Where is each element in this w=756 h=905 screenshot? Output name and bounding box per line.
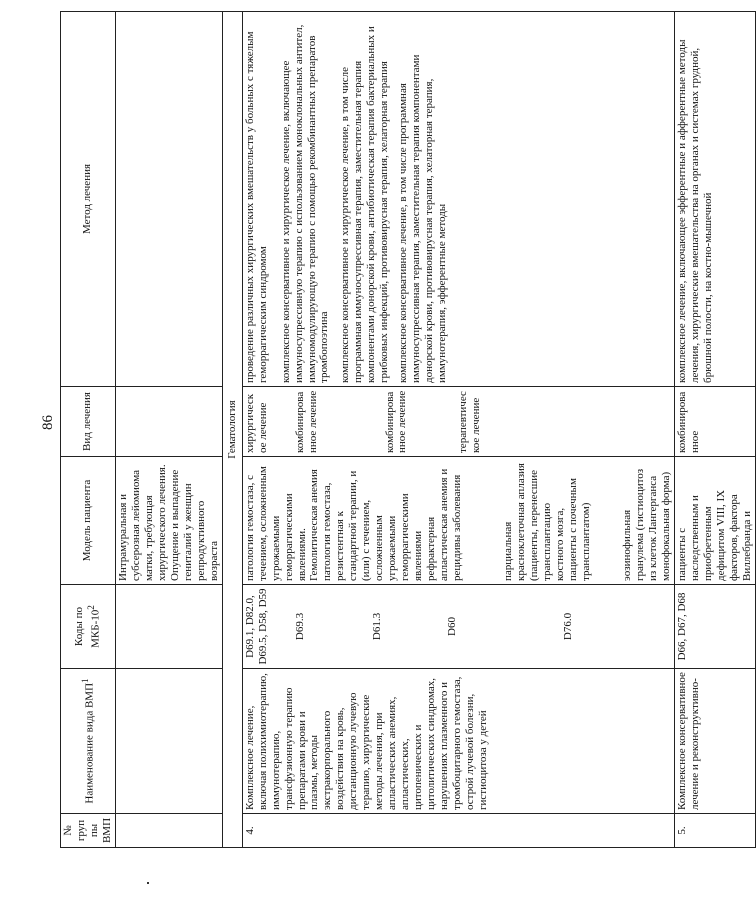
header-row	[61, 12, 116, 848]
icd-codes-4: D69.1, D82.0, D69.5, D58, D59 D69.3 D61.3 D60 D76.0	[242, 585, 674, 669]
treatment-methods-4: проведение различных хирургических вмешательств у больных с тяжелым геморрагическим синдромом комплексное консервативное и хирургическое лечение, включающее иммуносупрессивную терапию с использованием моноклональных антител, иммуномодулирующую терапию с помощью рекомбинантных препаратов тромбопоэтина комплексное консервативное и хирургическое лечение, в том числе программная иммуносупрессивная терапия, заместительная терапия компонентами донорской крови, антибиотическая терапия бактериальных и грибковых инфекций, противовирусная терапия, хелаторная терапия комплексное консервативное лечение, в том числе программная иммуносупрессивная терапия, заместительная терапия компонентами донорской крови, противовирусная терапия, хелаторная терапия, иммунотерапия, эфферентные методы	[242, 12, 674, 387]
table-row-group-5	[674, 12, 755, 848]
treatment-method-5: комплексное лечение, включающее эфферентные и афферентные методы лечения, хирургические вмешательства на органах и системах грудной, брюшной полости, на костно-мышечной	[674, 12, 755, 387]
header-treatment-method: Метод лечения	[61, 12, 116, 387]
page-number: 86	[40, 415, 56, 430]
vmp-name-5: Комплексное консервативное лечение и реконструктивно-	[674, 669, 755, 814]
cell-model-continued: Интрамуральная и субсерозная лейомиома матки, требующая хирургического лечения. Опущение и выпадение гениталий у женщин репродуктивного возраста	[115, 457, 222, 585]
header-patient-model: Модель пациента	[61, 457, 116, 585]
group-number-5: 5.	[674, 814, 755, 848]
group-number-4: 4.	[242, 814, 674, 848]
patient-models-4: патология гемостаза, с течением, осложненным угрожаемыми геморрагическими явлениями. Гемолитическая анемия патология гемостаза, резистентная к стандартной терапии, и (или) с течением, осложненным угрожаемыми геморрагическими явлениями рефрактерная апластическая анемия и рецидивы заболевания парциальная красноклеточная аплазия (пациенты, перенесшие трансплантацию костного мозга, пациенты с почечным трансплантатом) эозинофильная гранулема (гистиоцитоз из клеток Лангерганса монофокальная форма)	[242, 457, 674, 585]
patient-model-5: пациенты с наследственным и приобретенным дефицитом VIII, IX факторов, фактора Виллебранда и	[674, 457, 755, 585]
scan-dot	[147, 882, 149, 884]
table-row-group-4	[242, 12, 674, 848]
header-icd-codes: Коды по МКБ-$10^2$	[61, 585, 116, 669]
treatment-types-4: хирургическое лечение комбинированное лечение комбинированное лечение терапевтическое лечение	[242, 387, 674, 457]
table-row-continuation	[115, 12, 222, 848]
rotated-table-container	[60, 12, 753, 848]
header-treatment-type: Вид лечения	[61, 387, 116, 457]
section-row	[222, 12, 242, 848]
header-group-number: № группы ВМП	[61, 814, 116, 848]
vmp-name-4: Комплексное лечение, включая полихимиотерапию, иммунотерапию, трансфузионную терапию препаратами крови и плазмы, методы экстракорпорального воздействия на кровь, дистанционную лучевую терапию, хирургические методы лечения, при апластических анемиях, апластических, цитопенических и цитолитических синдромах, нарушениях плазменного и тромбоцитарного гемостаза, острой лучевой болезни, гистиоцитоза у детей	[242, 669, 674, 814]
header-vmp-name: Наименование вида ВМП$^1$	[61, 669, 116, 814]
vmp-table	[60, 11, 756, 848]
icd-codes-5: D66, D67, D68	[674, 585, 755, 669]
section-title-hematology: Гематология	[222, 12, 242, 848]
treatment-type-5: комбинированное	[674, 387, 755, 457]
